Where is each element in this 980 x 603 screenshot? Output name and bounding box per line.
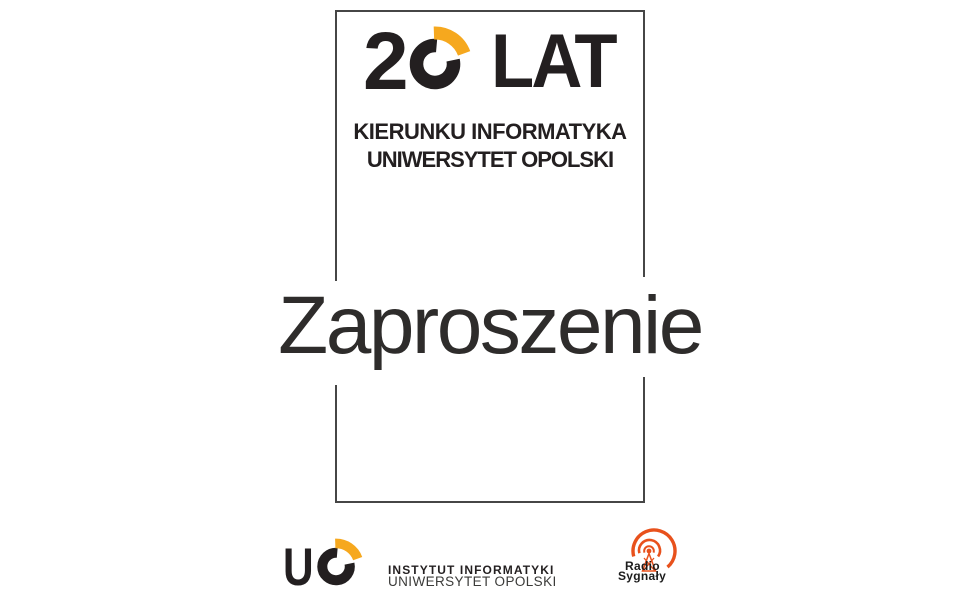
anniversary-years-label: LAT	[491, 19, 615, 104]
uo-logo-o-icon	[313, 536, 368, 591]
institute-name-line1: INSTYTUT INFORMATYKI	[388, 563, 555, 577]
anniversary-digit: 2	[363, 16, 408, 107]
institute-name-line2: UNIWERSYTET OPOLSKI	[388, 574, 557, 589]
anniversary-zero-icon	[404, 23, 478, 97]
radio-logo-line1: Radio	[625, 559, 660, 573]
anniversary-subtitle-line1: KIERUNKU INFORMATYKA	[353, 119, 627, 144]
uo-logo-letter-u: U	[283, 538, 314, 597]
invitation-title: Zaproszenie	[278, 280, 702, 371]
anniversary-subtitle-line2: UNIWERSYTET OPOLSKI	[366, 147, 614, 172]
radio-logo-line2: Sygnały	[618, 569, 667, 583]
